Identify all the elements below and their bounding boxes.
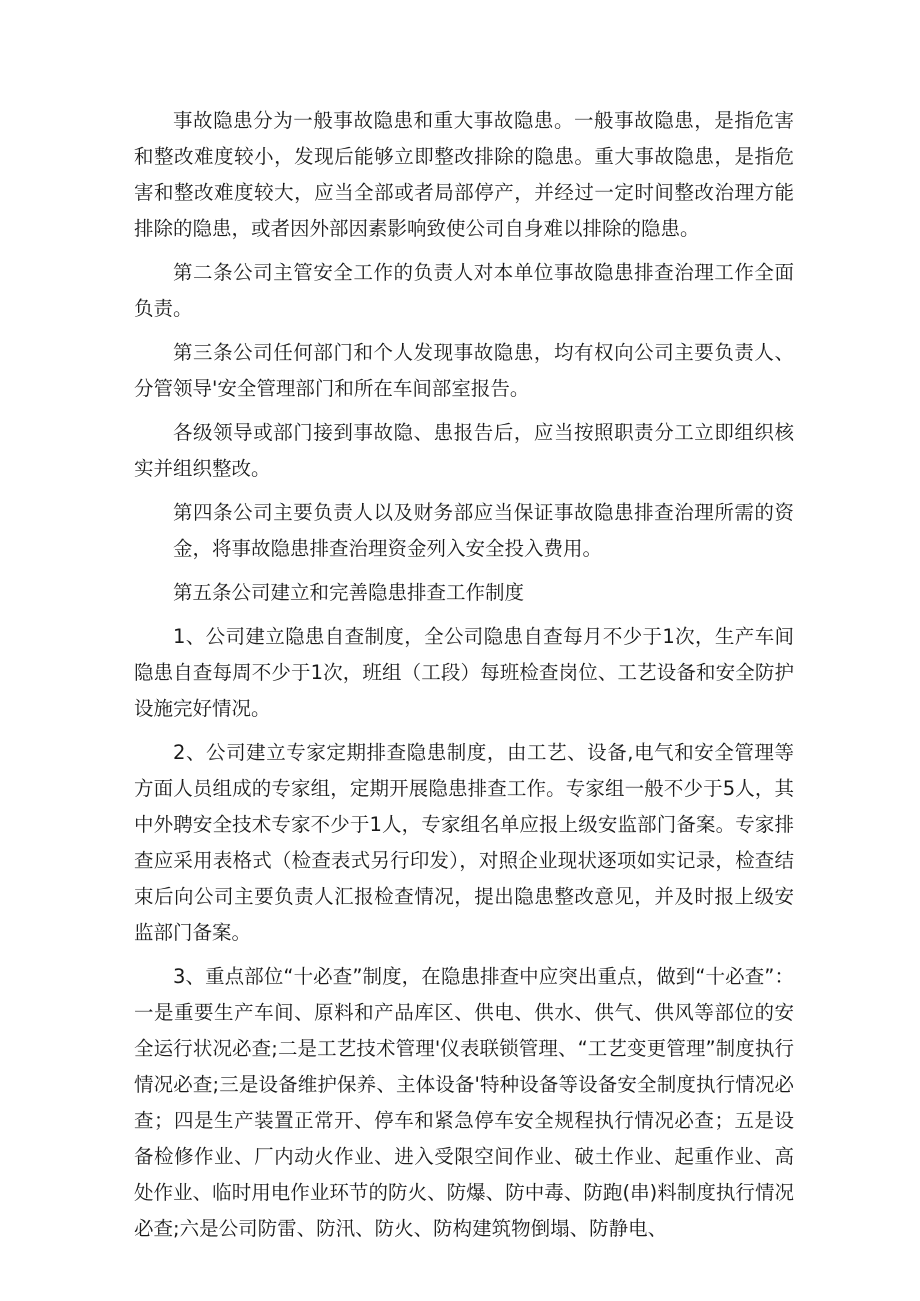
paragraph-expert-inspection: 2、公司建立专家定期排查隐患制度，由工艺、设备,电气和安全管理等方面人员组成的专家组，定期开展隐患排查工作。专家组一般不少于5人，其中外聘安全技术专家不少于1人，专家组名单应报上级安监部门备案。专家排查应采用表格式（检查表式另行印发），对照企业现状逐项如实记录，检查结束后向公司主要负责人汇报检查情况，提出隐患整改意见，并及时报上级安监部门备案。 [134, 741, 794, 944]
paragraph-self-inspection: 1、公司建立隐患自查制度，全公司隐患自查每月不少于1次，生产车间隐患自查每周不少于1次，班组（工段）每班检查岗位、工艺设备和安全防护设施完好情况。 [134, 625, 794, 720]
paragraph-ten-checks: 3、重点部位“十必查”制度，在隐患排查中应突出重点，做到“十必查”：一是重要生产车间、原料和产品库区、供电、供水、供气、供风等部位的安全运行状况必查;二是工艺技术管理'仪表联锁管理、“工艺变更管理”制度执行情况必查;三是设备维护保养、主体设备'特种设备等设备安全制度执行情况必查；四是生产装置正常开、停车和紧急停车安全规程执行情况必查；五是设备检修作业、厂内动火作业、进入受限空间作业、破土作业、起重作业、高处作业、临时用电作业环节的防火、防爆、防中毒、防跑(串)料制度执行情况必查;六是公司防雷、防汛、防火、防构建筑物倒塌、防静电、 [134, 965, 794, 1240]
paragraph-article-5: 第五条公司建立和完善隐患排查工作制度 [173, 581, 525, 604]
paragraph-article-2: 第二条公司主管安全工作的负责人对本单位事故隐患排查治理工作全面负责。 [134, 261, 794, 320]
paragraph-article-3: 第三条公司任何部门和个人发现事故隐患，均有权向公司主要负责人、分管领导'安全管理部门和所在车间部室报告。 [134, 341, 794, 400]
paragraph-hazard-classification: 事故隐患分为一般事故隐患和重大事故隐患。一般事故隐患，是指危害和整改难度较小，发现后能够立即整改排除的隐患。重大事故隐患，是指危害和整改难度较大，应当全部或者局部停产，并经过一定时间整改治理方能排除的隐患，或者因外部因素影响致使公司自身难以排除的隐患。 [134, 109, 794, 240]
paragraph-leaders-response: 各级领导或部门接到事故隐、患报告后，应当按照职责分工立即组织核实并组织整改。 [134, 421, 794, 480]
document-body [134, 103, 794, 1255]
paragraph-article-4: 第四条公司主要负责人以及财务部应当保证事故隐患排查治理所需的资金，将事故隐患排查治理资金列入安全投入费用。 [173, 501, 794, 560]
